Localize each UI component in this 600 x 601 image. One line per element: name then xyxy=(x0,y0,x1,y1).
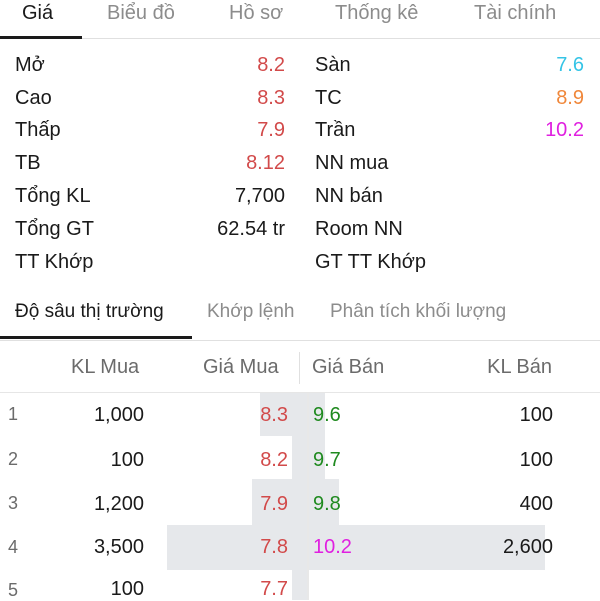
row-index: 1 xyxy=(8,404,19,424)
kl-ban-cell: 100 xyxy=(519,449,553,471)
info-label-san: Sàn xyxy=(315,54,351,76)
active-tab-indicator xyxy=(0,36,82,39)
top-tab-divider xyxy=(0,38,600,39)
kl-mua-cell: 1,200 xyxy=(93,493,144,515)
row-index: 2 xyxy=(8,449,19,469)
kl-mua-cell: 100 xyxy=(110,578,144,600)
tab-thong-ke[interactable]: Thống kê xyxy=(335,2,419,24)
bid-volume-bar xyxy=(292,570,307,600)
info-label-mo: Mở xyxy=(15,54,45,76)
gia-mua-cell[interactable]: 7.9 xyxy=(260,493,288,515)
gia-ban-cell[interactable]: 9.7 xyxy=(313,449,341,471)
info-label-tt-khop: TT Khớp xyxy=(15,251,94,273)
row-index: 3 xyxy=(8,493,19,513)
bid-ask-divider xyxy=(307,393,309,600)
tab-bieu-do[interactable]: Biểu đồ xyxy=(107,2,175,24)
tab-khop-lenh[interactable]: Khớp lệnh xyxy=(207,301,295,322)
gia-ban-cell[interactable]: 9.8 xyxy=(313,493,341,515)
info-value-san: 7.6 xyxy=(556,54,584,76)
row-index: 5 xyxy=(8,580,19,600)
info-label-nn-ban: NN bán xyxy=(315,185,383,207)
info-label-tc: TC xyxy=(315,87,342,109)
info-value-mo: 8.2 xyxy=(257,54,285,76)
info-label-tran: Trần xyxy=(315,119,356,141)
kl-mua-cell: 3,500 xyxy=(93,536,144,558)
active-sub-tab-indicator xyxy=(0,336,192,339)
kl-ban-cell: 400 xyxy=(519,493,553,515)
info-value-cao: 8.3 xyxy=(257,87,285,109)
sub-tab-divider xyxy=(0,340,600,341)
info-value-tb: 8.12 xyxy=(246,152,285,174)
info-label-tb: TB xyxy=(15,152,41,174)
column-header-gia-mua: Giá Mua xyxy=(203,356,279,378)
gia-mua-cell[interactable]: 8.3 xyxy=(260,404,288,426)
info-value-tong-gt: 62.54 tr xyxy=(217,218,285,240)
kl-mua-cell: 1,000 xyxy=(93,404,144,426)
kl-ban-cell: 100 xyxy=(519,404,553,426)
info-value-thap: 7.9 xyxy=(257,119,285,141)
info-label-tong-kl: Tổng KL xyxy=(15,185,91,207)
kl-ban-cell: 2,600 xyxy=(502,536,553,558)
info-value-tong-kl: 7,700 xyxy=(234,185,285,207)
gia-ban-cell[interactable]: 9.6 xyxy=(313,404,341,426)
bid-volume-bar xyxy=(292,436,307,479)
gia-mua-cell[interactable]: 7.8 xyxy=(260,536,288,558)
info-label-thap: Thấp xyxy=(15,119,61,141)
gia-ban-cell[interactable]: 10.2 xyxy=(313,536,352,558)
tab-tai-chinh[interactable]: Tài chính xyxy=(474,2,557,24)
info-label-tong-gt: Tổng GT xyxy=(15,218,94,240)
column-header-kl-mua: KL Mua xyxy=(71,356,140,378)
info-value-tran: 10.2 xyxy=(545,119,584,141)
gia-mua-cell[interactable]: 7.7 xyxy=(260,578,288,600)
column-header-kl-ban: KL Bán xyxy=(487,356,552,378)
info-value-tc: 8.9 xyxy=(556,87,584,109)
tab-gia[interactable]: Giá xyxy=(22,2,54,24)
tab-do-sau-thi-truong[interactable]: Độ sâu thị trường xyxy=(15,301,164,322)
info-label-room-nn: Room NN xyxy=(315,218,403,240)
header-divider xyxy=(299,352,300,384)
kl-mua-cell: 100 xyxy=(110,449,144,471)
info-label-nn-mua: NN mua xyxy=(315,152,389,174)
info-label-gt-tt-khop: GT TT Khớp xyxy=(315,251,426,273)
gia-mua-cell[interactable]: 8.2 xyxy=(260,449,288,471)
column-header-gia-ban: Giá Bán xyxy=(312,356,385,378)
tab-phan-tich-khoi-luong[interactable]: Phân tích khối lượng xyxy=(330,301,507,322)
info-label-cao: Cao xyxy=(15,87,52,109)
tab-ho-so[interactable]: Hồ sơ xyxy=(229,2,284,24)
row-index: 4 xyxy=(8,537,19,557)
